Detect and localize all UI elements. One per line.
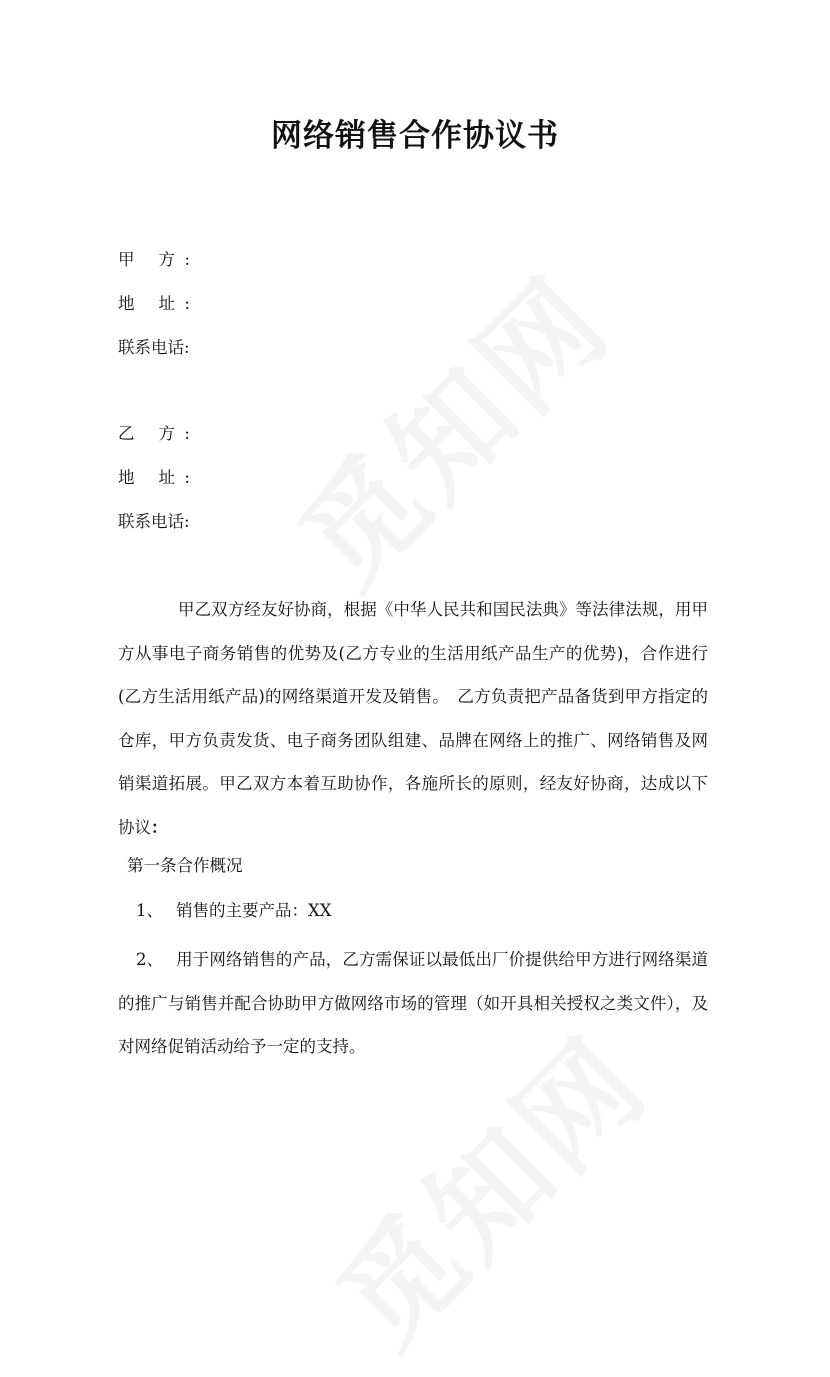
party-a-phone-label: 联系电话: — [118, 338, 190, 357]
item-number: 2、 — [136, 950, 163, 969]
party-b-phone-row — [118, 508, 190, 532]
party-b-phone-label: 联系电话: — [118, 512, 190, 531]
article-1-heading: 第一条合作概况 — [127, 856, 243, 875]
party-b-address-label: 地 址: — [118, 468, 190, 487]
article-1-item-2 — [118, 938, 708, 1069]
article-1-item-1 — [136, 897, 332, 921]
watermark — [256, 233, 639, 616]
party-a-name-label: 甲 方: — [118, 250, 190, 269]
item-text: 销售的主要产品：XX — [176, 901, 332, 920]
party-a-phone-row — [118, 334, 190, 358]
intro-text: 甲乙双方经友好协商，根据《中华人民共和国民法典》等法律法规，用甲方从事电子商务销售的优势及(乙方专业的生活用纸产品生产的优势)，合作进行(乙方生活用纸产品)的网络渠道开发及销售。 乙方负责把产品备货到甲方指定的仓库，甲方负责发货、电子商务团队组建、品牌在网络上的推广、网络销售及网销渠道拓展。甲乙双方本着互助协作，各施所长的原则，经友好协商，达成以下协议 — [118, 600, 708, 837]
item-text: 用于网络销售的产品，乙方需保证以最低出厂价提供给甲方进行网络渠道的推广与销售并配合协助甲方做网络市场的管理（如开具相关授权之类文件），及对网络促销活动给予一定的支持。 — [118, 950, 708, 1056]
party-a-name-row — [118, 246, 190, 270]
document-title: 网络销售合作协议书 — [271, 118, 559, 154]
item-number: 1、 — [136, 901, 163, 920]
party-a-address-label: 地 址: — [118, 294, 190, 313]
party-b-name-row — [118, 420, 190, 444]
party-b-name-label: 乙 方: — [118, 424, 190, 443]
party-b-address-row — [118, 464, 190, 488]
intro-paragraph — [118, 588, 708, 849]
intro-colon: ： — [151, 817, 168, 837]
party-a-address-row — [118, 290, 190, 314]
